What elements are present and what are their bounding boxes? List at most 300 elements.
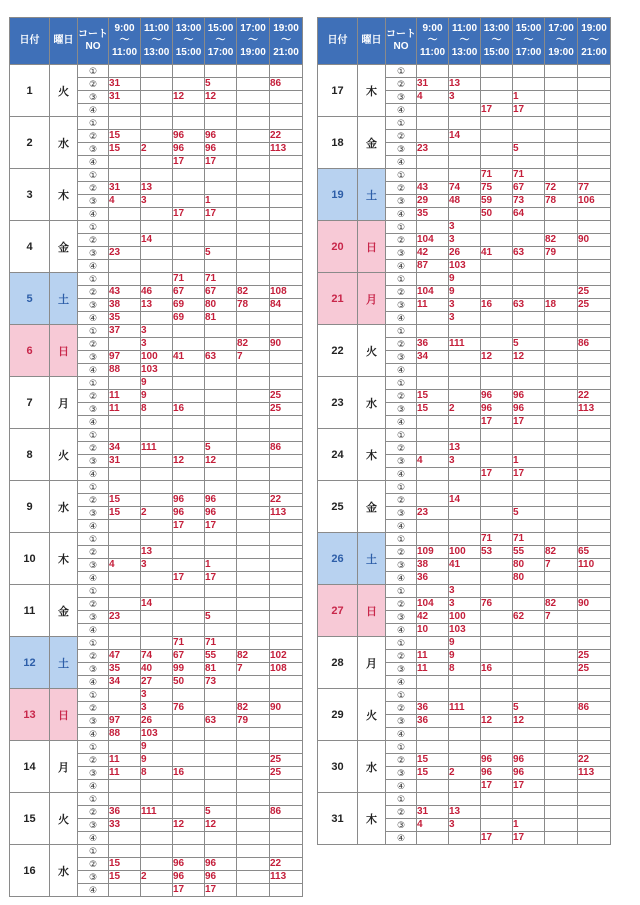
- slot-value: 96: [205, 494, 237, 507]
- court-number: ④: [386, 260, 417, 273]
- slot-value: 15: [109, 130, 141, 143]
- table-row: [318, 689, 611, 702]
- slot-value: [449, 572, 481, 585]
- slot-value: [173, 260, 205, 273]
- slot-sep: ～: [523, 35, 534, 46]
- slot-value: 96: [173, 871, 205, 884]
- slot-to: 17:00: [515, 47, 542, 58]
- court-number: ③: [386, 819, 417, 832]
- slot-value: 38: [109, 299, 141, 312]
- slot-value: [270, 793, 303, 806]
- slot-value: 3: [449, 455, 481, 468]
- slot-value: 96: [173, 507, 205, 520]
- slot-value: [545, 741, 578, 754]
- court-number: ③: [78, 195, 109, 208]
- slot-value: [545, 351, 578, 364]
- slot-value: [449, 468, 481, 481]
- slot-value: [205, 338, 237, 351]
- day-of-week: 火: [358, 689, 386, 741]
- slot-value: [205, 377, 237, 390]
- slot-value: 17: [173, 208, 205, 221]
- court-number: ③: [386, 195, 417, 208]
- slot-value: 17: [205, 208, 237, 221]
- slot-value: 97: [109, 715, 141, 728]
- day-of-week: 日: [50, 325, 78, 377]
- slot-value: [141, 494, 173, 507]
- slot-value: 3: [449, 221, 481, 234]
- slot-value: [578, 715, 611, 728]
- slot-value: [237, 884, 270, 897]
- slot-value: [237, 377, 270, 390]
- slot-value: [481, 377, 513, 390]
- slot-value: [545, 143, 578, 156]
- day-number: 15: [10, 793, 50, 845]
- table-row: [318, 533, 611, 546]
- slot-value: [270, 65, 303, 78]
- slot-value: [578, 806, 611, 819]
- slot-value: 96: [173, 130, 205, 143]
- slot-value: [205, 689, 237, 702]
- header-slot: [141, 18, 173, 65]
- court-number: ③: [386, 403, 417, 416]
- slot-value: [578, 117, 611, 130]
- court-number: ②: [78, 806, 109, 819]
- slot-value: [449, 676, 481, 689]
- slot-value: [578, 377, 611, 390]
- slot-sep: ～: [183, 35, 194, 46]
- header-slot: [545, 18, 578, 65]
- slot-value: 82: [545, 546, 578, 559]
- slot-value: 55: [205, 650, 237, 663]
- slot-value: 9: [449, 637, 481, 650]
- slot-value: [237, 572, 270, 585]
- slot-value: [109, 234, 141, 247]
- slot-value: [141, 832, 173, 845]
- slot-value: 17: [205, 520, 237, 533]
- slot-value: 22: [578, 390, 611, 403]
- slot-value: 25: [270, 754, 303, 767]
- slot-value: [270, 260, 303, 273]
- slot-value: [481, 481, 513, 494]
- slot-value: [237, 78, 270, 91]
- table-row: [10, 65, 303, 78]
- table-row: [10, 221, 303, 234]
- slot-value: [481, 156, 513, 169]
- day-of-week: 火: [50, 429, 78, 481]
- slot-value: [237, 611, 270, 624]
- slot-value: [481, 286, 513, 299]
- slot-sep: ～: [427, 35, 438, 46]
- slot-value: 14: [449, 130, 481, 143]
- slot-value: 11: [109, 767, 141, 780]
- slot-value: 5: [205, 247, 237, 260]
- court-number: ④: [386, 728, 417, 741]
- slot-value: [109, 780, 141, 793]
- court-number: ③: [78, 351, 109, 364]
- slot-value: 5: [205, 442, 237, 455]
- slot-value: 15: [109, 494, 141, 507]
- slot-value: [237, 429, 270, 442]
- slot-value: 3: [141, 325, 173, 338]
- slot-value: [270, 455, 303, 468]
- slot-value: [449, 793, 481, 806]
- day-number: 5: [10, 273, 50, 325]
- slot-value: 25: [578, 299, 611, 312]
- slot-value: [449, 364, 481, 377]
- slot-value: [109, 468, 141, 481]
- court-number: ①: [386, 221, 417, 234]
- slot-value: [237, 637, 270, 650]
- slot-value: [109, 572, 141, 585]
- slot-value: [205, 169, 237, 182]
- slot-value: [173, 559, 205, 572]
- header-row: [10, 18, 303, 65]
- slot-value: [481, 806, 513, 819]
- slot-value: [513, 312, 545, 325]
- slot-value: 111: [449, 338, 481, 351]
- slot-value: [449, 143, 481, 156]
- slot-value: 17: [205, 156, 237, 169]
- slot-value: 26: [141, 715, 173, 728]
- slot-value: [205, 533, 237, 546]
- court-number: ④: [386, 156, 417, 169]
- slot-value: [205, 793, 237, 806]
- slot-value: [545, 455, 578, 468]
- slot-value: [173, 377, 205, 390]
- slot-value: [481, 130, 513, 143]
- slot-value: [141, 520, 173, 533]
- slot-value: 71: [173, 273, 205, 286]
- slot-value: [270, 117, 303, 130]
- slot-value: [141, 793, 173, 806]
- slot-value: [141, 91, 173, 104]
- header-court: [386, 18, 417, 65]
- court-number: ②: [78, 390, 109, 403]
- court-number: ③: [78, 819, 109, 832]
- slot-value: [513, 585, 545, 598]
- slot-value: 23: [417, 143, 449, 156]
- slot-value: [205, 429, 237, 442]
- slot-value: [270, 637, 303, 650]
- court-number: ③: [386, 715, 417, 728]
- table-row: [318, 585, 611, 598]
- slot-value: 4: [417, 819, 449, 832]
- slot-value: [417, 325, 449, 338]
- day-of-week: 火: [50, 65, 78, 117]
- court-number: ②: [386, 78, 417, 91]
- slot-value: [270, 481, 303, 494]
- table-row: [318, 741, 611, 754]
- slot-value: [205, 754, 237, 767]
- slot-value: [481, 338, 513, 351]
- slot-value: 88: [109, 364, 141, 377]
- slot-value: [141, 104, 173, 117]
- slot-value: 16: [481, 299, 513, 312]
- slot-value: 7: [237, 663, 270, 676]
- slot-value: 59: [481, 195, 513, 208]
- slot-value: 69: [173, 312, 205, 325]
- slot-value: [141, 572, 173, 585]
- slot-value: [545, 780, 578, 793]
- court-number: ②: [386, 286, 417, 299]
- slot-value: [173, 689, 205, 702]
- slot-value: [545, 117, 578, 130]
- slot-sep: ～: [459, 35, 470, 46]
- slot-value: [270, 676, 303, 689]
- slot-value: [449, 429, 481, 442]
- court-number: ②: [386, 390, 417, 403]
- slot-value: [449, 780, 481, 793]
- slot-value: 17: [513, 832, 545, 845]
- slot-value: [109, 845, 141, 858]
- slot-value: 97: [109, 351, 141, 364]
- slot-value: 14: [141, 598, 173, 611]
- table-row: [10, 481, 303, 494]
- court-number: ③: [386, 559, 417, 572]
- slot-value: 110: [578, 559, 611, 572]
- slot-value: 78: [237, 299, 270, 312]
- slot-value: [545, 702, 578, 715]
- slot-value: [141, 130, 173, 143]
- slot-value: [237, 117, 270, 130]
- slot-value: [545, 624, 578, 637]
- court-number: ①: [386, 481, 417, 494]
- slot-value: 82: [237, 702, 270, 715]
- slot-value: [578, 221, 611, 234]
- slot-value: [513, 221, 545, 234]
- day-of-week: 日: [358, 221, 386, 273]
- slot-value: 38: [417, 559, 449, 572]
- slot-value: [513, 676, 545, 689]
- slot-value: [141, 247, 173, 260]
- court-number: ②: [78, 442, 109, 455]
- slot-value: 22: [270, 858, 303, 871]
- slot-value: [417, 416, 449, 429]
- slot-value: [270, 741, 303, 754]
- slot-value: [109, 520, 141, 533]
- slot-value: [481, 559, 513, 572]
- day-of-week: 木: [358, 65, 386, 117]
- slot-value: [109, 741, 141, 754]
- slot-value: 17: [513, 104, 545, 117]
- slot-value: [578, 507, 611, 520]
- slot-value: [109, 221, 141, 234]
- slot-value: [270, 273, 303, 286]
- slot-value: 31: [109, 182, 141, 195]
- court-number: ①: [78, 845, 109, 858]
- slot-value: [578, 676, 611, 689]
- court-number: ④: [386, 208, 417, 221]
- slot-value: 1: [513, 455, 545, 468]
- slot-value: [481, 429, 513, 442]
- slot-value: [141, 221, 173, 234]
- slot-value: [481, 585, 513, 598]
- slot-value: [237, 676, 270, 689]
- slot-value: [237, 390, 270, 403]
- slot-value: 1: [205, 195, 237, 208]
- slot-value: 62: [513, 611, 545, 624]
- slot-value: [173, 741, 205, 754]
- slot-value: [417, 689, 449, 702]
- slot-value: [173, 845, 205, 858]
- slot-value: [545, 156, 578, 169]
- slot-value: [417, 117, 449, 130]
- slot-value: [173, 104, 205, 117]
- slot-value: [270, 234, 303, 247]
- slot-value: 34: [417, 351, 449, 364]
- slot-value: 86: [270, 806, 303, 819]
- slot-value: [417, 585, 449, 598]
- slot-value: [513, 429, 545, 442]
- slot-value: 96: [173, 143, 205, 156]
- slot-value: [173, 533, 205, 546]
- court-number: ③: [78, 455, 109, 468]
- slot-from: 15:00: [515, 23, 542, 34]
- court-number: ④: [78, 832, 109, 845]
- slot-value: [237, 442, 270, 455]
- slot-value: [578, 429, 611, 442]
- slot-to: 11:00: [419, 47, 446, 58]
- header-day: 日付: [10, 18, 50, 65]
- slot-value: 25: [578, 650, 611, 663]
- slot-value: [173, 416, 205, 429]
- slot-value: [173, 611, 205, 624]
- slot-value: [141, 260, 173, 273]
- slot-to: 21:00: [273, 47, 299, 58]
- slot-value: 2: [449, 403, 481, 416]
- slot-value: 17: [513, 468, 545, 481]
- slot-value: [205, 728, 237, 741]
- slot-value: [109, 702, 141, 715]
- slot-value: [237, 364, 270, 377]
- slot-value: [237, 143, 270, 156]
- slot-value: [545, 767, 578, 780]
- slot-value: 14: [141, 234, 173, 247]
- slot-value: [205, 117, 237, 130]
- slot-value: [205, 468, 237, 481]
- slot-value: [417, 221, 449, 234]
- slot-value: [578, 780, 611, 793]
- slot-from: 17:00: [240, 23, 266, 34]
- day-number: 28: [318, 637, 358, 689]
- slot-value: 71: [481, 533, 513, 546]
- slot-value: 71: [173, 637, 205, 650]
- slot-value: 40: [141, 663, 173, 676]
- table-row: [318, 325, 611, 338]
- slot-value: 63: [513, 299, 545, 312]
- court-number: ③: [386, 247, 417, 260]
- court-number: ④: [78, 156, 109, 169]
- slot-value: 67: [513, 182, 545, 195]
- slot-value: 11: [109, 390, 141, 403]
- day-number: 11: [10, 585, 50, 637]
- slot-value: 48: [449, 195, 481, 208]
- slot-value: [578, 819, 611, 832]
- slot-value: [449, 117, 481, 130]
- slot-sep: ～: [589, 35, 599, 46]
- slot-sep: ～: [215, 35, 226, 46]
- slot-value: [578, 156, 611, 169]
- slot-value: 77: [578, 182, 611, 195]
- slot-value: [545, 91, 578, 104]
- slot-value: 67: [173, 650, 205, 663]
- slot-value: 43: [109, 286, 141, 299]
- slot-value: [481, 65, 513, 78]
- slot-value: [109, 65, 141, 78]
- slot-value: [237, 325, 270, 338]
- slot-value: [545, 130, 578, 143]
- court-number: ④: [78, 312, 109, 325]
- slot-value: 65: [578, 546, 611, 559]
- slot-value: 41: [449, 559, 481, 572]
- slot-sep: ～: [556, 35, 566, 46]
- slot-value: [513, 130, 545, 143]
- slot-value: 67: [205, 286, 237, 299]
- slot-value: 35: [109, 312, 141, 325]
- slot-value: [449, 741, 481, 754]
- slot-value: [545, 442, 578, 455]
- court-number: ①: [78, 689, 109, 702]
- slot-to: 13:00: [451, 47, 478, 58]
- day-number: 31: [318, 793, 358, 845]
- slot-value: [109, 624, 141, 637]
- day-number: 24: [318, 429, 358, 481]
- day-number: 10: [10, 533, 50, 585]
- slot-value: [270, 832, 303, 845]
- slot-value: [449, 208, 481, 221]
- slot-value: 96: [513, 403, 545, 416]
- court-number: ②: [386, 442, 417, 455]
- slot-value: 17: [173, 884, 205, 897]
- slot-value: [513, 624, 545, 637]
- slot-value: 96: [513, 390, 545, 403]
- court-number: ②: [78, 286, 109, 299]
- slot-value: 12: [205, 819, 237, 832]
- slot-value: [417, 312, 449, 325]
- slot-value: 7: [545, 559, 578, 572]
- slot-value: [109, 117, 141, 130]
- slot-value: [578, 312, 611, 325]
- slot-value: 36: [417, 572, 449, 585]
- court-number: ①: [78, 429, 109, 442]
- slot-value: [545, 416, 578, 429]
- slot-value: [513, 260, 545, 273]
- slot-value: [417, 728, 449, 741]
- slot-value: [578, 442, 611, 455]
- slot-value: [578, 104, 611, 117]
- slot-value: [270, 546, 303, 559]
- day-of-week: 月: [50, 741, 78, 793]
- slot-value: [173, 806, 205, 819]
- slot-value: [237, 468, 270, 481]
- slot-value: 73: [205, 676, 237, 689]
- day-number: 20: [318, 221, 358, 273]
- slot-value: [578, 78, 611, 91]
- slot-value: [449, 832, 481, 845]
- slot-value: 50: [481, 208, 513, 221]
- slot-value: [417, 104, 449, 117]
- slot-value: 86: [578, 702, 611, 715]
- slot-value: [141, 169, 173, 182]
- slot-value: [417, 442, 449, 455]
- court-number: ③: [386, 455, 417, 468]
- slot-value: [173, 832, 205, 845]
- day-of-week: 水: [358, 377, 386, 429]
- slot-value: 15: [417, 390, 449, 403]
- slot-value: 8: [141, 767, 173, 780]
- court-number: ①: [386, 637, 417, 650]
- slot-value: [109, 533, 141, 546]
